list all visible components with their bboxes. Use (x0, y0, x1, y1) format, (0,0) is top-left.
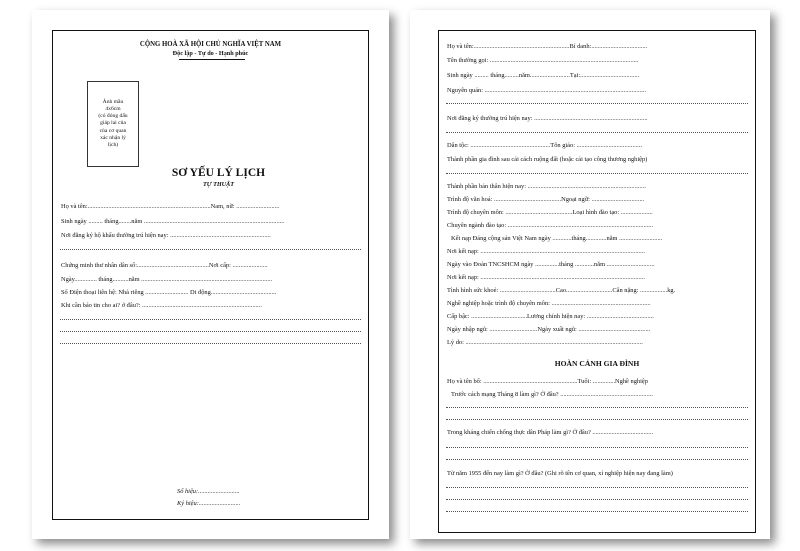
blank-line (446, 511, 748, 512)
field-rank-salary[interactable]: Cấp bậc: ...................................Lương chính hiện nay: .......................................... (447, 313, 654, 320)
blank-line (446, 132, 748, 133)
blank-line (446, 103, 748, 104)
field-full-name[interactable]: Họ và tên:............................................................Bí danh:................................... (447, 43, 648, 50)
field-symbol[interactable]: Ký hiệu:.......................... (177, 500, 241, 507)
field-ethnicity-religion[interactable]: Dân tộc: ..................................................Tôn giáo: ......................................... (447, 142, 643, 149)
form-subtitle: TỰ THUẬT (202, 181, 235, 188)
blank-line (446, 447, 748, 448)
field-personal-background[interactable]: Thành phần bản thân hiện nay: .......................................................................... (447, 183, 646, 190)
blank-line (60, 343, 361, 344)
field-major[interactable]: Chuyên ngành đào tạo: ........................................................................................... (447, 222, 654, 229)
field-union-place[interactable]: Nơi kết nạp: ....................................................................................................... (447, 274, 645, 281)
motto-underline (179, 59, 245, 60)
field-family-background[interactable]: Thành phần gia đình sau cải cách ruộng đất (hoặc cải tạo công thương nghiệp) (447, 156, 648, 163)
field-profession[interactable]: Nghề nghiệp hoặc trình độ chuyên môn: .............................................................. (447, 300, 651, 307)
right-page-border (438, 30, 756, 533)
field-reason[interactable]: Lý do: ............................................................................................................... (447, 339, 643, 346)
national-motto: Độc lập - Tự do - Hạnh phúc (172, 50, 249, 57)
national-title: CỘNG HOÀ XÃ HỘI CHỦ NGHĨA VIỆT NAM (139, 41, 282, 48)
field-father-name[interactable]: Họ và tên bố: ...........................................................Tuổi: ..............Nghề nghiệp (447, 378, 648, 385)
field-military-dates[interactable]: Ngày nhập ngũ: ..............................Ngày xuất ngũ: ............................................. (447, 326, 651, 333)
blank-line (446, 419, 748, 420)
field-since-1955[interactable]: Từ năm 1955 đến nay làm gì? Ở đâu? (Ghi rõ tên cơ quan, xí nghiệp hiện nay đang làm) (447, 470, 673, 477)
photo-box (87, 81, 139, 167)
field-emergency-contact[interactable]: Khi cần báo tin cho ai? ở đâu?: ........................................................................... (61, 302, 262, 309)
field-id-date[interactable]: Ngày.............. tháng..........năm .................................................................................. (61, 276, 273, 283)
blank-line (60, 249, 361, 250)
field-common-name[interactable]: Tên thường gọi: ............................................................................................. (447, 57, 639, 64)
field-before-revolution[interactable]: Trước cách mạng Tháng 8 làm gì? Ở đâu? .......................................................... (451, 391, 653, 398)
blank-line (60, 319, 361, 320)
right-page (410, 10, 770, 539)
field-full-name[interactable]: Họ và tên:.............................................................................Nam, nữ: ........................... (61, 203, 280, 210)
field-birth-date[interactable]: Sinh ngày ......... tháng........năm ........................................................................................ (61, 218, 285, 225)
left-page-border (52, 30, 369, 520)
field-phone[interactable]: Số Điện thoại liên hệ: Nhà riêng ........................... Di động......................................... (61, 289, 277, 296)
section-title-family: HOÀN CẢNH GIA ĐÌNH (554, 359, 640, 368)
field-household-registration[interactable]: Nơi đăng ký hộ khẩu thường trú hiện nay: ............................................................... (61, 232, 271, 239)
blank-line (446, 173, 748, 174)
field-youth-union[interactable]: Ngày vào Đoàn TNCSHCM ngày ...............tháng ............năm .............................. (447, 261, 655, 268)
field-resistance-war[interactable]: Trong kháng chiến chống thực dân Pháp làm gì? Ở đâu? ...................................... (447, 429, 654, 436)
field-serial-number[interactable]: Số hiệu:.......................... (177, 488, 240, 495)
blank-line (446, 487, 748, 488)
field-birth-date-place[interactable]: Sinh ngày ......... tháng.........năm.........................Tại:..................................... (447, 72, 640, 79)
field-current-residence[interactable]: Nơi đăng ký thường trú hiện nay: ....................................................................... (447, 115, 648, 122)
field-party-place[interactable]: Nơi kết nạp: ....................................................................................................... (447, 248, 645, 255)
field-party-admission[interactable]: Kết nạp Đảng cộng sản Việt Nam ngày ............tháng.............năm ........................... (451, 235, 663, 242)
form-title: SƠ YẾU LÝ LỊCH (171, 167, 266, 179)
blank-line (446, 499, 748, 500)
blank-line (60, 331, 361, 332)
photo-box-label: Ảnh mầu 4x6cm (có đóng dấu giáp lai của của cơ quan xác nhận lý lịch) (98, 98, 128, 148)
field-qualification[interactable]: Trình độ chuyên môn: ..........................................Loại hình đào tạo: .................... (447, 209, 653, 216)
blank-line (446, 459, 748, 460)
field-health[interactable]: Tình hình sức khoẻ: ...................................Cao.............................Cân nặng: .................kg. (447, 287, 676, 294)
field-id-card[interactable]: Chứng minh thư nhân dân số:.............................................Nơi cấp: ...................... (61, 262, 268, 269)
left-page (32, 10, 389, 539)
field-education-language[interactable]: Trình độ văn hoá: ..........................................Ngoại ngữ: ................................. (447, 196, 645, 203)
field-hometown[interactable]: Nguyên quán: ..................................................................................................... (447, 87, 646, 94)
blank-line (446, 407, 748, 408)
